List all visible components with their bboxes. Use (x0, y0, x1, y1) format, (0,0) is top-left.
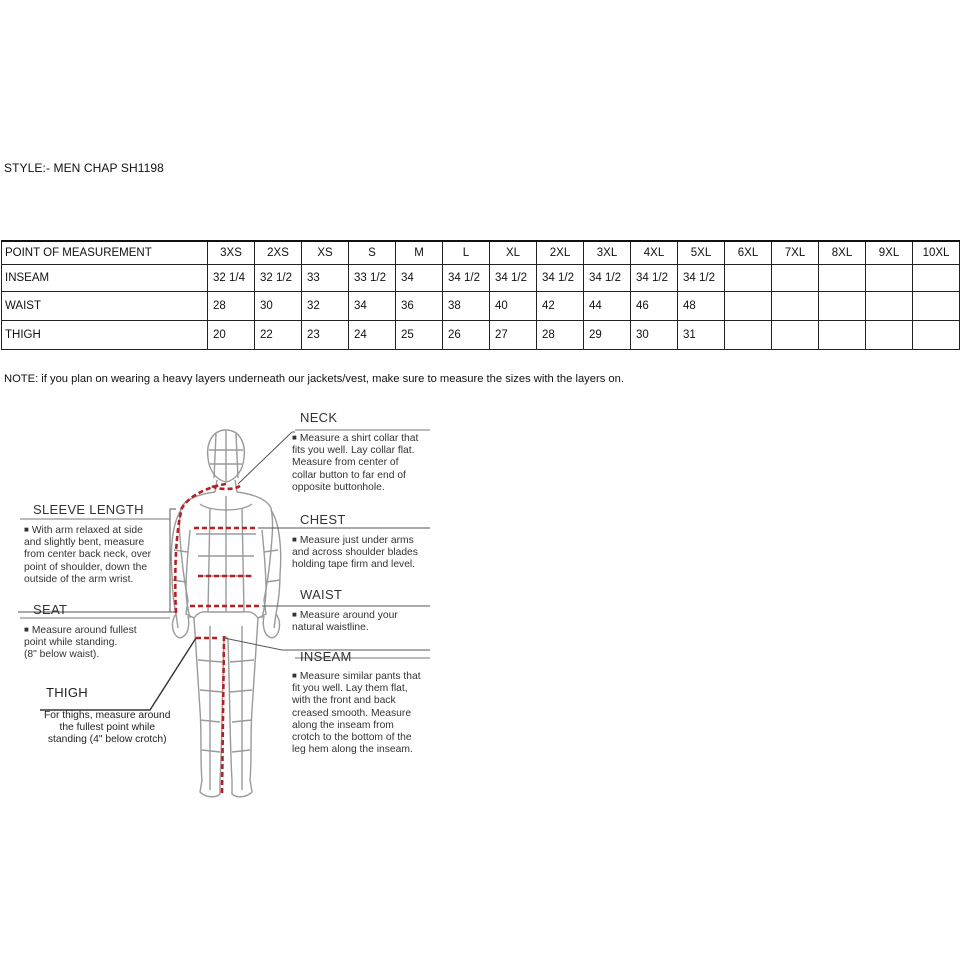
table-cell: 28 (537, 321, 584, 350)
table-cell: 46 (631, 292, 678, 321)
waist-title: WAIST (300, 587, 343, 602)
neck-desc-text: Measure a shirt collar that fits you well. Lay collar flat. Measure from center of collar button to far end of opposite buttonhole. (292, 433, 419, 493)
table-cell (819, 321, 866, 350)
sleeve-length-description (24, 524, 151, 586)
bullet-icon: ■ (292, 610, 297, 619)
table-cell: 40 (490, 292, 537, 321)
table-cell (913, 292, 960, 321)
table-cell: 31 (678, 321, 725, 350)
table-cell: 33 (302, 265, 349, 292)
seat-desc-text: Measure around fullest point while standing. (8" below waist). (24, 625, 137, 661)
table-cell (725, 292, 772, 321)
table-cell: 20 (208, 321, 255, 350)
table-cell: 28 (208, 292, 255, 321)
neck-title: NECK (300, 410, 338, 425)
table-cell (819, 265, 866, 292)
table-cell (772, 265, 819, 292)
waist-desc-text: Measure around your natural waistline. (292, 610, 398, 634)
size-header: 7XL (772, 241, 819, 265)
table-cell: 34 1/2 (584, 265, 631, 292)
table-cell: 44 (584, 292, 631, 321)
size-header: 2XL (537, 241, 584, 265)
table-cell (866, 265, 913, 292)
table-cell (772, 321, 819, 350)
table-cell: 34 1/2 (631, 265, 678, 292)
table-row-thigh (2, 321, 960, 350)
table-cell: 34 1/2 (490, 265, 537, 292)
bullet-icon: ■ (24, 525, 29, 534)
seat-description (24, 624, 137, 662)
waist-description (292, 609, 398, 634)
table-cell: 38 (443, 292, 490, 321)
table-cell: 23 (302, 321, 349, 350)
measurement-guide (0, 400, 460, 810)
table-cell: 34 (396, 265, 443, 292)
table-cell: 27 (490, 321, 537, 350)
table-cell: 25 (396, 321, 443, 350)
neck-description (292, 432, 418, 494)
table-cell: 30 (255, 292, 302, 321)
size-header: S (349, 241, 396, 265)
table-cell: 29 (584, 321, 631, 350)
row-label: WAIST (2, 292, 208, 321)
table-cell: 32 (302, 292, 349, 321)
inseam-desc-text: Measure similar pants that fit you well. Lay them flat, with the front and back creased smooth. Measure along the inseam from crotch to the bottom of the leg hem along the inseam. (292, 671, 421, 756)
table-cell: 22 (255, 321, 302, 350)
thigh-title: THIGH (46, 685, 88, 700)
table-cell: 34 1/2 (678, 265, 725, 292)
table-cell: 34 1/2 (537, 265, 584, 292)
row-label: INSEAM (2, 265, 208, 292)
inseam-description (292, 670, 421, 756)
chest-title: CHEST (300, 512, 346, 527)
table-cell (866, 292, 913, 321)
table-cell (913, 321, 960, 350)
chest-description (292, 534, 418, 572)
table-cell (772, 292, 819, 321)
table-cell: 32 1/4 (208, 265, 255, 292)
size-header-row (2, 241, 960, 265)
bullet-icon: ■ (292, 535, 297, 544)
chest-desc-text: Measure just under arms and across shoulder blades holding tape firm and level. (292, 535, 418, 571)
size-header: 3XL (584, 241, 631, 265)
size-header: 9XL (866, 241, 913, 265)
size-header: 6XL (725, 241, 772, 265)
table-cell: 34 (349, 292, 396, 321)
size-header: 4XL (631, 241, 678, 265)
sleeve-length-title: SLEEVE LENGTH (33, 502, 144, 517)
table-cell: 24 (349, 321, 396, 350)
sleeve-desc-text: With arm relaxed at side and slightly bent, measure from center back neck, over point of shoulder, down the outside of the arm wrist. (24, 525, 152, 585)
thigh-description: For thighs, measure around the fullest point while standing (4" below crotch) (44, 710, 171, 746)
size-header: XS (302, 241, 349, 265)
measurement-header: POINT OF MEASUREMENT (2, 241, 208, 265)
table-cell: 48 (678, 292, 725, 321)
bullet-icon: ■ (292, 433, 297, 442)
bullet-icon: ■ (24, 625, 29, 634)
table-cell: 36 (396, 292, 443, 321)
size-header: 2XS (255, 241, 302, 265)
layering-note: NOTE: if you plan on wearing a heavy layers underneath our jackets/vest, make sure to measure the sizes with the layers on. (4, 373, 624, 385)
table-cell: 34 1/2 (443, 265, 490, 292)
style-title: STYLE:- MEN CHAP SH1198 (4, 161, 164, 175)
table-cell: 26 (443, 321, 490, 350)
size-header: L (443, 241, 490, 265)
seat-title: SEAT (33, 602, 68, 617)
table-cell (913, 265, 960, 292)
table-row-inseam (2, 265, 960, 292)
size-header: 5XL (678, 241, 725, 265)
table-cell (725, 321, 772, 350)
table-cell (866, 321, 913, 350)
size-header: 10XL (913, 241, 960, 265)
size-header: M (396, 241, 443, 265)
inseam-title: INSEAM (300, 649, 352, 664)
bullet-icon: ■ (292, 671, 297, 680)
size-chart-table (1, 240, 960, 350)
table-cell (819, 292, 866, 321)
size-header: 8XL (819, 241, 866, 265)
table-cell: 30 (631, 321, 678, 350)
size-header: 3XS (208, 241, 255, 265)
table-row-waist (2, 292, 960, 321)
table-cell: 33 1/2 (349, 265, 396, 292)
table-cell (725, 265, 772, 292)
row-label: THIGH (2, 321, 208, 350)
size-header: XL (490, 241, 537, 265)
table-cell: 42 (537, 292, 584, 321)
table-cell: 32 1/2 (255, 265, 302, 292)
